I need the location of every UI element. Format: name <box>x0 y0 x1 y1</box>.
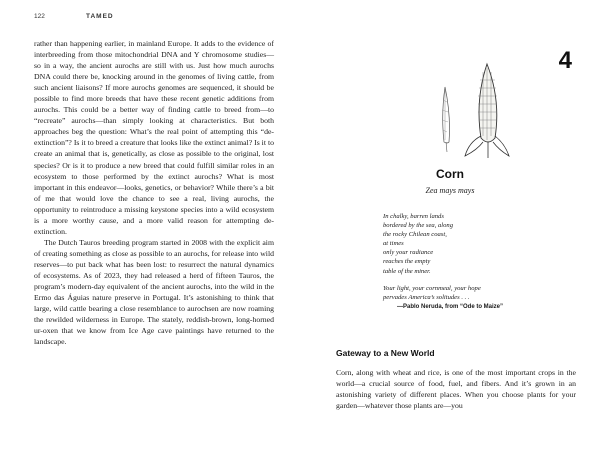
epigraph-stanza <box>383 212 593 276</box>
epigraph-line: at times <box>383 240 404 248</box>
chapter-number: 4 <box>558 47 572 74</box>
left-body-text <box>34 38 274 347</box>
section-heading: Gateway to a New World <box>336 348 435 358</box>
epigraph-line: pervades America’s solitudes . . . <box>383 293 470 301</box>
epigraph <box>383 212 593 312</box>
right-body-text <box>336 367 576 411</box>
epigraph-attribution: —Pablo Neruda, from “Ode to Maize” <box>397 303 504 310</box>
paragraph: rather than happening earlier, in mainland Europe. It adds to the evidence of interbreeding from those mitochondrial DNA and Y chromosome studies—so in a way, the ancient aurochs are still with us. Just how much aurochs DNA could there be, knocking around in the genomes of living cattle, from such ancient liaisons? If more aurochs genomes are sequenced, it should be possible to find more breeds that have these recent genetic additions from aurochs. This could be a better way of finding cattle to breed from—to “recreate” aurochs—than simply looking at characteristics. But both approaches beg the question: What’s the real point of attempting this “de-extinction”? Is it to breed a creature that looks like the extinct animal? Is it to create an animal that is, genetically, as close as possible to the original, lost species? Or is it to produce a new breed that could fulfill similar roles in an ecosystem to those performed by the extinct aurochs? What is most important in this endeavor—looks, genetics, or behavior? While there’s a bit of me that would love the chance to see a real, living aurochs, the opportunity to reintroduce a missing keystone species into a wild ecosystem is a more worthy cause, and a more valid reason for attempting de-extinction. <box>34 39 274 236</box>
page-number: 122 <box>34 13 45 20</box>
right-page <box>300 0 600 450</box>
epigraph-line: Your light, your cornmeal, your hope <box>383 284 481 292</box>
corn-drawing <box>425 60 525 160</box>
running-head <box>34 13 114 20</box>
epigraph-line: reaches the empty <box>383 258 431 266</box>
corn-illustration <box>425 60 525 160</box>
epigraph-stanza <box>383 284 593 302</box>
epigraph-line: table of the miner. <box>383 267 431 275</box>
paragraph: Corn, along with wheat and rice, is one of the most important crops in the world—a crucial source of food, fuel, and fibers. And it’s grown in an astonishing variety of different places. When you choose plants for your garden—whatever those plants are—you <box>336 368 576 411</box>
epigraph-line: the rocky Chilean coast, <box>383 231 447 239</box>
epigraph-line: In chalky, barren lands <box>383 213 444 220</box>
epigraph-line: only your radiance <box>383 249 434 257</box>
book-title: TAMED <box>86 13 114 20</box>
epigraph-line: bordered by the sea, along <box>383 222 454 230</box>
chapter-subtitle: Zea mays mays <box>425 186 475 195</box>
paragraph: The Dutch Tauros breeding program started in 2008 with the explicit aim of creating something as close as possible to an aurochs, for release into wild reserves—to put back what has been lost: to resurrect the natural dynamics of ecosystems. As of 2023, they had released a herd of fifteen Tauros, the program’s modern-day equivalent of the ancient aurochs, into the wild in the Ermo das Águias nature preserve in Portugal. It’s astonishing to think that large, wild cattle bearing a close resemblance to aurochsen are now roaming the rewilded wilderness in Europe. The stately, reddish-brown, long-horned ur-oxen that we know from Ice Age cave paintings have returned to the landscape. <box>34 237 274 347</box>
chapter-title: Corn <box>436 167 464 181</box>
